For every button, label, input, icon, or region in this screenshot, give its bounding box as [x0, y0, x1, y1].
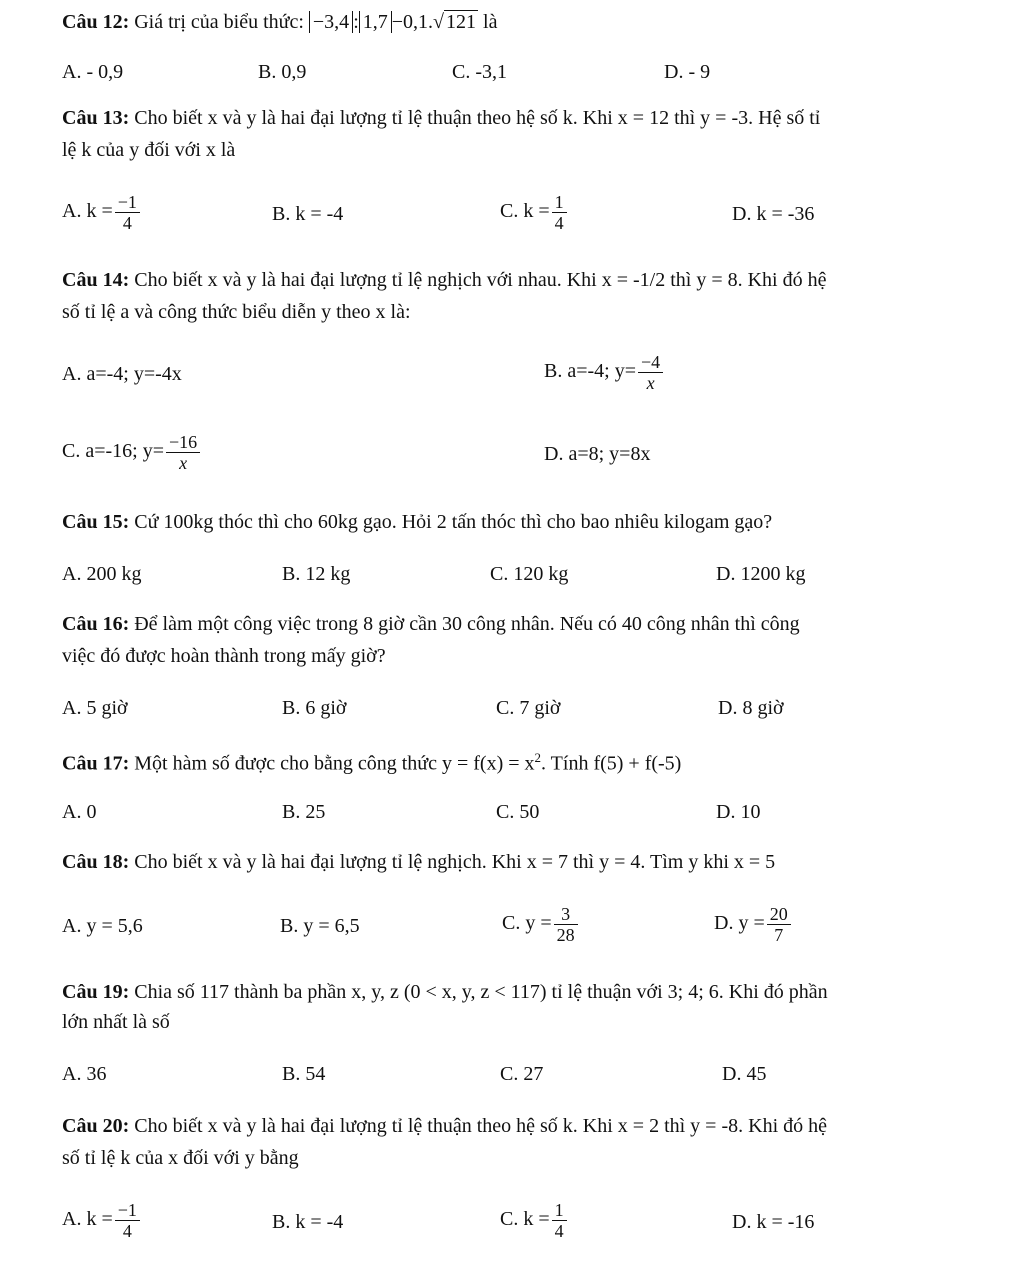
- numerator: −1: [115, 192, 140, 213]
- option-label: A.: [62, 1208, 82, 1231]
- option-label: B.: [282, 801, 301, 823]
- question-16-stem-line2: việc đó được hoàn thành trong mấy giờ?: [62, 645, 386, 667]
- option-label: B.: [272, 1211, 291, 1233]
- option-label: C.: [500, 200, 519, 223]
- option-text: a=8; y=8x: [563, 443, 651, 465]
- option-text: a=-4; y=: [562, 360, 636, 383]
- option-text: k = -4: [290, 203, 344, 225]
- numerator: −4: [638, 352, 663, 373]
- option-text: 25: [300, 801, 326, 823]
- option-label: D.: [716, 801, 736, 823]
- q14-option-b[interactable]: [544, 352, 663, 393]
- question-12-text: Giá trị của biểu thức:: [129, 11, 309, 33]
- option-text: k =: [81, 200, 113, 223]
- option-label: A.: [62, 563, 82, 585]
- question-19-stem: [62, 978, 828, 1006]
- q16-option-c[interactable]: [496, 694, 560, 722]
- question-19-text-line1: Chia số 117 thành ba phần x, y, z (0 < x, y, z < 117) tỉ lệ thuận với 3; 4; 6. Khi đó phần: [129, 981, 828, 1003]
- numerator: 1: [552, 192, 567, 213]
- q15-option-c[interactable]: [490, 560, 568, 588]
- question-13-stem-line2: lệ k của y đối với x là: [62, 139, 236, 161]
- q15-option-d[interactable]: [716, 560, 805, 588]
- q20-option-d[interactable]: [732, 1208, 814, 1236]
- denominator: x: [179, 453, 188, 473]
- q13-option-a[interactable]: [62, 192, 140, 233]
- q17-option-c[interactable]: [496, 798, 539, 826]
- question-20-stem: [62, 1112, 827, 1140]
- q12-option-d[interactable]: [664, 58, 710, 86]
- option-text: 1200 kg: [735, 563, 806, 585]
- option-text: 0: [81, 801, 97, 823]
- option-text: k =: [81, 1208, 113, 1231]
- option-label: D.: [544, 443, 564, 465]
- q19-option-c[interactable]: [500, 1060, 543, 1088]
- option-label: A.: [62, 363, 82, 385]
- question-17-stem: [62, 744, 681, 778]
- option-text: k = -36: [751, 203, 815, 225]
- question-15-text-line1: Cứ 100kg thóc thì cho 60kg gạo. Hỏi 2 tấn thóc thì cho bao nhiêu kilogam gạo?: [129, 511, 773, 533]
- numerator: 1: [552, 1200, 567, 1221]
- option-text: 8 giờ: [737, 697, 784, 719]
- exponent: 2: [534, 750, 542, 765]
- abs-expression-1: −3,4: [309, 11, 353, 33]
- question-19-stem-line2: lớn nhất là số: [62, 1011, 170, 1033]
- question-20-label: Câu 20:: [62, 1115, 130, 1137]
- option-text: y = 6,5: [298, 915, 360, 937]
- option-label: C.: [490, 563, 509, 585]
- denominator: 4: [122, 213, 132, 233]
- fraction: [115, 1200, 140, 1241]
- option-label: D.: [716, 563, 736, 585]
- q18-option-c[interactable]: [502, 904, 578, 945]
- option-text: 5 giờ: [81, 697, 128, 719]
- option-text: k =: [518, 1208, 550, 1231]
- option-label: D.: [718, 697, 738, 719]
- numerator: −16: [166, 432, 200, 453]
- option-text: 200 kg: [81, 563, 142, 585]
- sqrt-icon: √: [433, 11, 445, 33]
- q18-option-b[interactable]: [280, 912, 360, 940]
- option-label: B.: [272, 203, 291, 225]
- option-label: C.: [62, 440, 81, 463]
- numerator: −1: [115, 1200, 140, 1221]
- option-label: B.: [258, 61, 277, 83]
- q20-option-b[interactable]: [272, 1208, 343, 1236]
- option-label: D.: [714, 912, 734, 935]
- question-16-label: Câu 16:: [62, 613, 130, 635]
- question-20-text-line1: Cho biết x và y là hai đại lượng tỉ lệ thuận theo hệ số k. Khi x = 2 thì y = -8. Khi đó hệ: [129, 1115, 827, 1137]
- option-label: D.: [732, 1211, 752, 1233]
- option-label: C.: [500, 1208, 519, 1231]
- q13-option-b[interactable]: [272, 200, 343, 228]
- q16-option-b[interactable]: [282, 694, 346, 722]
- option-label: D.: [732, 203, 752, 225]
- sqrt-expression: [433, 8, 478, 36]
- q18-option-a[interactable]: [62, 912, 143, 940]
- option-label: A.: [62, 915, 82, 937]
- option-text: k = -4: [290, 1211, 344, 1233]
- q13-option-d[interactable]: [732, 200, 814, 228]
- q16-option-a[interactable]: [62, 694, 128, 722]
- sqrt-radicand: 121: [446, 11, 477, 33]
- question-20-stem-line2: số tỉ lệ k của x đối với y bằng: [62, 1147, 299, 1169]
- option-label: B.: [282, 563, 301, 585]
- colon-operator: :: [353, 11, 359, 33]
- question-14-stem-line2: số tỉ lệ a và công thức biểu diễn y theo x là:: [62, 301, 411, 323]
- denominator: 4: [554, 1221, 564, 1241]
- option-label: B.: [282, 1063, 301, 1085]
- numerator: 20: [767, 904, 791, 925]
- option-label: C.: [452, 61, 471, 83]
- question-12-stem: [62, 8, 497, 36]
- option-text: 54: [300, 1063, 326, 1085]
- option-text: 0,9: [276, 61, 307, 83]
- option-text: 12 kg: [300, 563, 351, 585]
- option-label: C.: [496, 697, 515, 719]
- question-15-label: Câu 15:: [62, 511, 130, 533]
- q14-option-a[interactable]: [62, 360, 182, 388]
- q19-option-a[interactable]: [62, 1060, 106, 1088]
- fraction: [552, 1200, 567, 1241]
- option-text: y =: [520, 912, 552, 935]
- option-label: D.: [722, 1063, 742, 1085]
- question-18-stem: [62, 848, 775, 876]
- option-label: A.: [62, 1063, 82, 1085]
- question-17-text-b: . Tính f(5) + f(-5): [541, 752, 682, 775]
- q20-option-c[interactable]: [500, 1200, 567, 1241]
- option-text: 50: [514, 801, 540, 823]
- expression-rest: −0,1.: [391, 11, 434, 33]
- q12-option-c[interactable]: [452, 58, 507, 86]
- option-text: 36: [81, 1063, 107, 1085]
- question-16-text-line1: Để làm một công việc trong 8 giờ cần 30 công nhân. Nếu có 40 công nhân thì công: [129, 613, 800, 635]
- option-text: 45: [741, 1063, 767, 1085]
- question-12-tail: là: [478, 11, 498, 33]
- option-text: 6 giờ: [300, 697, 347, 719]
- option-text: a=-4; y=-4x: [81, 363, 182, 385]
- q15-option-a[interactable]: [62, 560, 141, 588]
- q18-option-d[interactable]: [714, 904, 791, 945]
- fraction: [552, 192, 567, 233]
- option-text: -3,1: [470, 61, 508, 83]
- option-text: 120 kg: [508, 563, 569, 585]
- question-17-label: Câu 17:: [62, 752, 130, 775]
- question-12-label: Câu 12:: [62, 11, 130, 33]
- option-text: k = -16: [751, 1211, 815, 1233]
- question-13-stem: [62, 104, 820, 132]
- question-18-label: Câu 18:: [62, 851, 130, 873]
- q16-option-d[interactable]: [718, 694, 784, 722]
- option-label: D.: [664, 61, 684, 83]
- question-17-text-a: Một hàm số được cho bằng công thức y = f(x) = x: [129, 752, 535, 775]
- question-15-stem: [62, 508, 772, 536]
- question-13-label: Câu 13:: [62, 107, 130, 129]
- option-text: a=-16; y=: [80, 440, 164, 463]
- option-label: B.: [544, 360, 563, 383]
- option-text: y =: [733, 912, 765, 935]
- q17-option-b[interactable]: [282, 798, 325, 826]
- q12-option-a[interactable]: [62, 58, 123, 86]
- option-label: C.: [496, 801, 515, 823]
- q14-option-d[interactable]: [544, 440, 650, 468]
- q19-option-b[interactable]: [282, 1060, 325, 1088]
- option-label: A.: [62, 200, 82, 223]
- question-14-text-line1: Cho biết x và y là hai đại lượng tỉ lệ nghịch với nhau. Khi x = -1/2 thì y = 8. Khi đó hệ: [129, 269, 827, 291]
- fraction: [767, 904, 791, 945]
- question-13-text-line1: Cho biết x và y là hai đại lượng tỉ lệ thuận theo hệ số k. Khi x = 12 thì y = -3. Hệ số tỉ: [129, 107, 821, 129]
- q17-option-a[interactable]: [62, 798, 96, 826]
- fraction: [115, 192, 140, 233]
- q19-option-d[interactable]: [722, 1060, 766, 1088]
- option-text: 10: [735, 801, 761, 823]
- option-text: k =: [518, 200, 550, 223]
- question-16-stem: [62, 610, 800, 638]
- q17-option-d[interactable]: [716, 798, 760, 826]
- option-label: C.: [500, 1063, 519, 1085]
- numerator: 3: [554, 904, 578, 925]
- option-text: - 0,9: [81, 61, 124, 83]
- question-14-label: Câu 14:: [62, 269, 130, 291]
- fraction: [554, 904, 578, 945]
- question-14-stem: [62, 266, 826, 294]
- q12-option-b[interactable]: [258, 58, 306, 86]
- question-18-text-line1: Cho biết x và y là hai đại lượng tỉ lệ nghịch. Khi x = 7 thì y = 4. Tìm y khi x = 5: [129, 851, 776, 873]
- denominator: 28: [556, 925, 575, 945]
- question-19-label: Câu 19:: [62, 981, 130, 1003]
- denominator: 4: [554, 213, 564, 233]
- q13-option-c[interactable]: [500, 192, 567, 233]
- abs-expression-2: 1,7: [359, 11, 392, 33]
- denominator: 4: [122, 1221, 132, 1241]
- option-text: 27: [518, 1063, 544, 1085]
- fraction: [638, 352, 663, 393]
- option-label: B.: [280, 915, 299, 937]
- q14-option-c[interactable]: [62, 432, 200, 473]
- option-label: A.: [62, 801, 82, 823]
- denominator: 7: [774, 925, 784, 945]
- option-label: A.: [62, 697, 82, 719]
- option-text: - 9: [683, 61, 711, 83]
- fraction: [166, 432, 200, 473]
- q15-option-b[interactable]: [282, 560, 350, 588]
- option-label: A.: [62, 61, 82, 83]
- q20-option-a[interactable]: [62, 1200, 140, 1241]
- option-label: C.: [502, 912, 521, 935]
- option-text: y = 5,6: [81, 915, 143, 937]
- option-label: B.: [282, 697, 301, 719]
- option-text: 7 giờ: [514, 697, 561, 719]
- denominator: x: [646, 373, 655, 393]
